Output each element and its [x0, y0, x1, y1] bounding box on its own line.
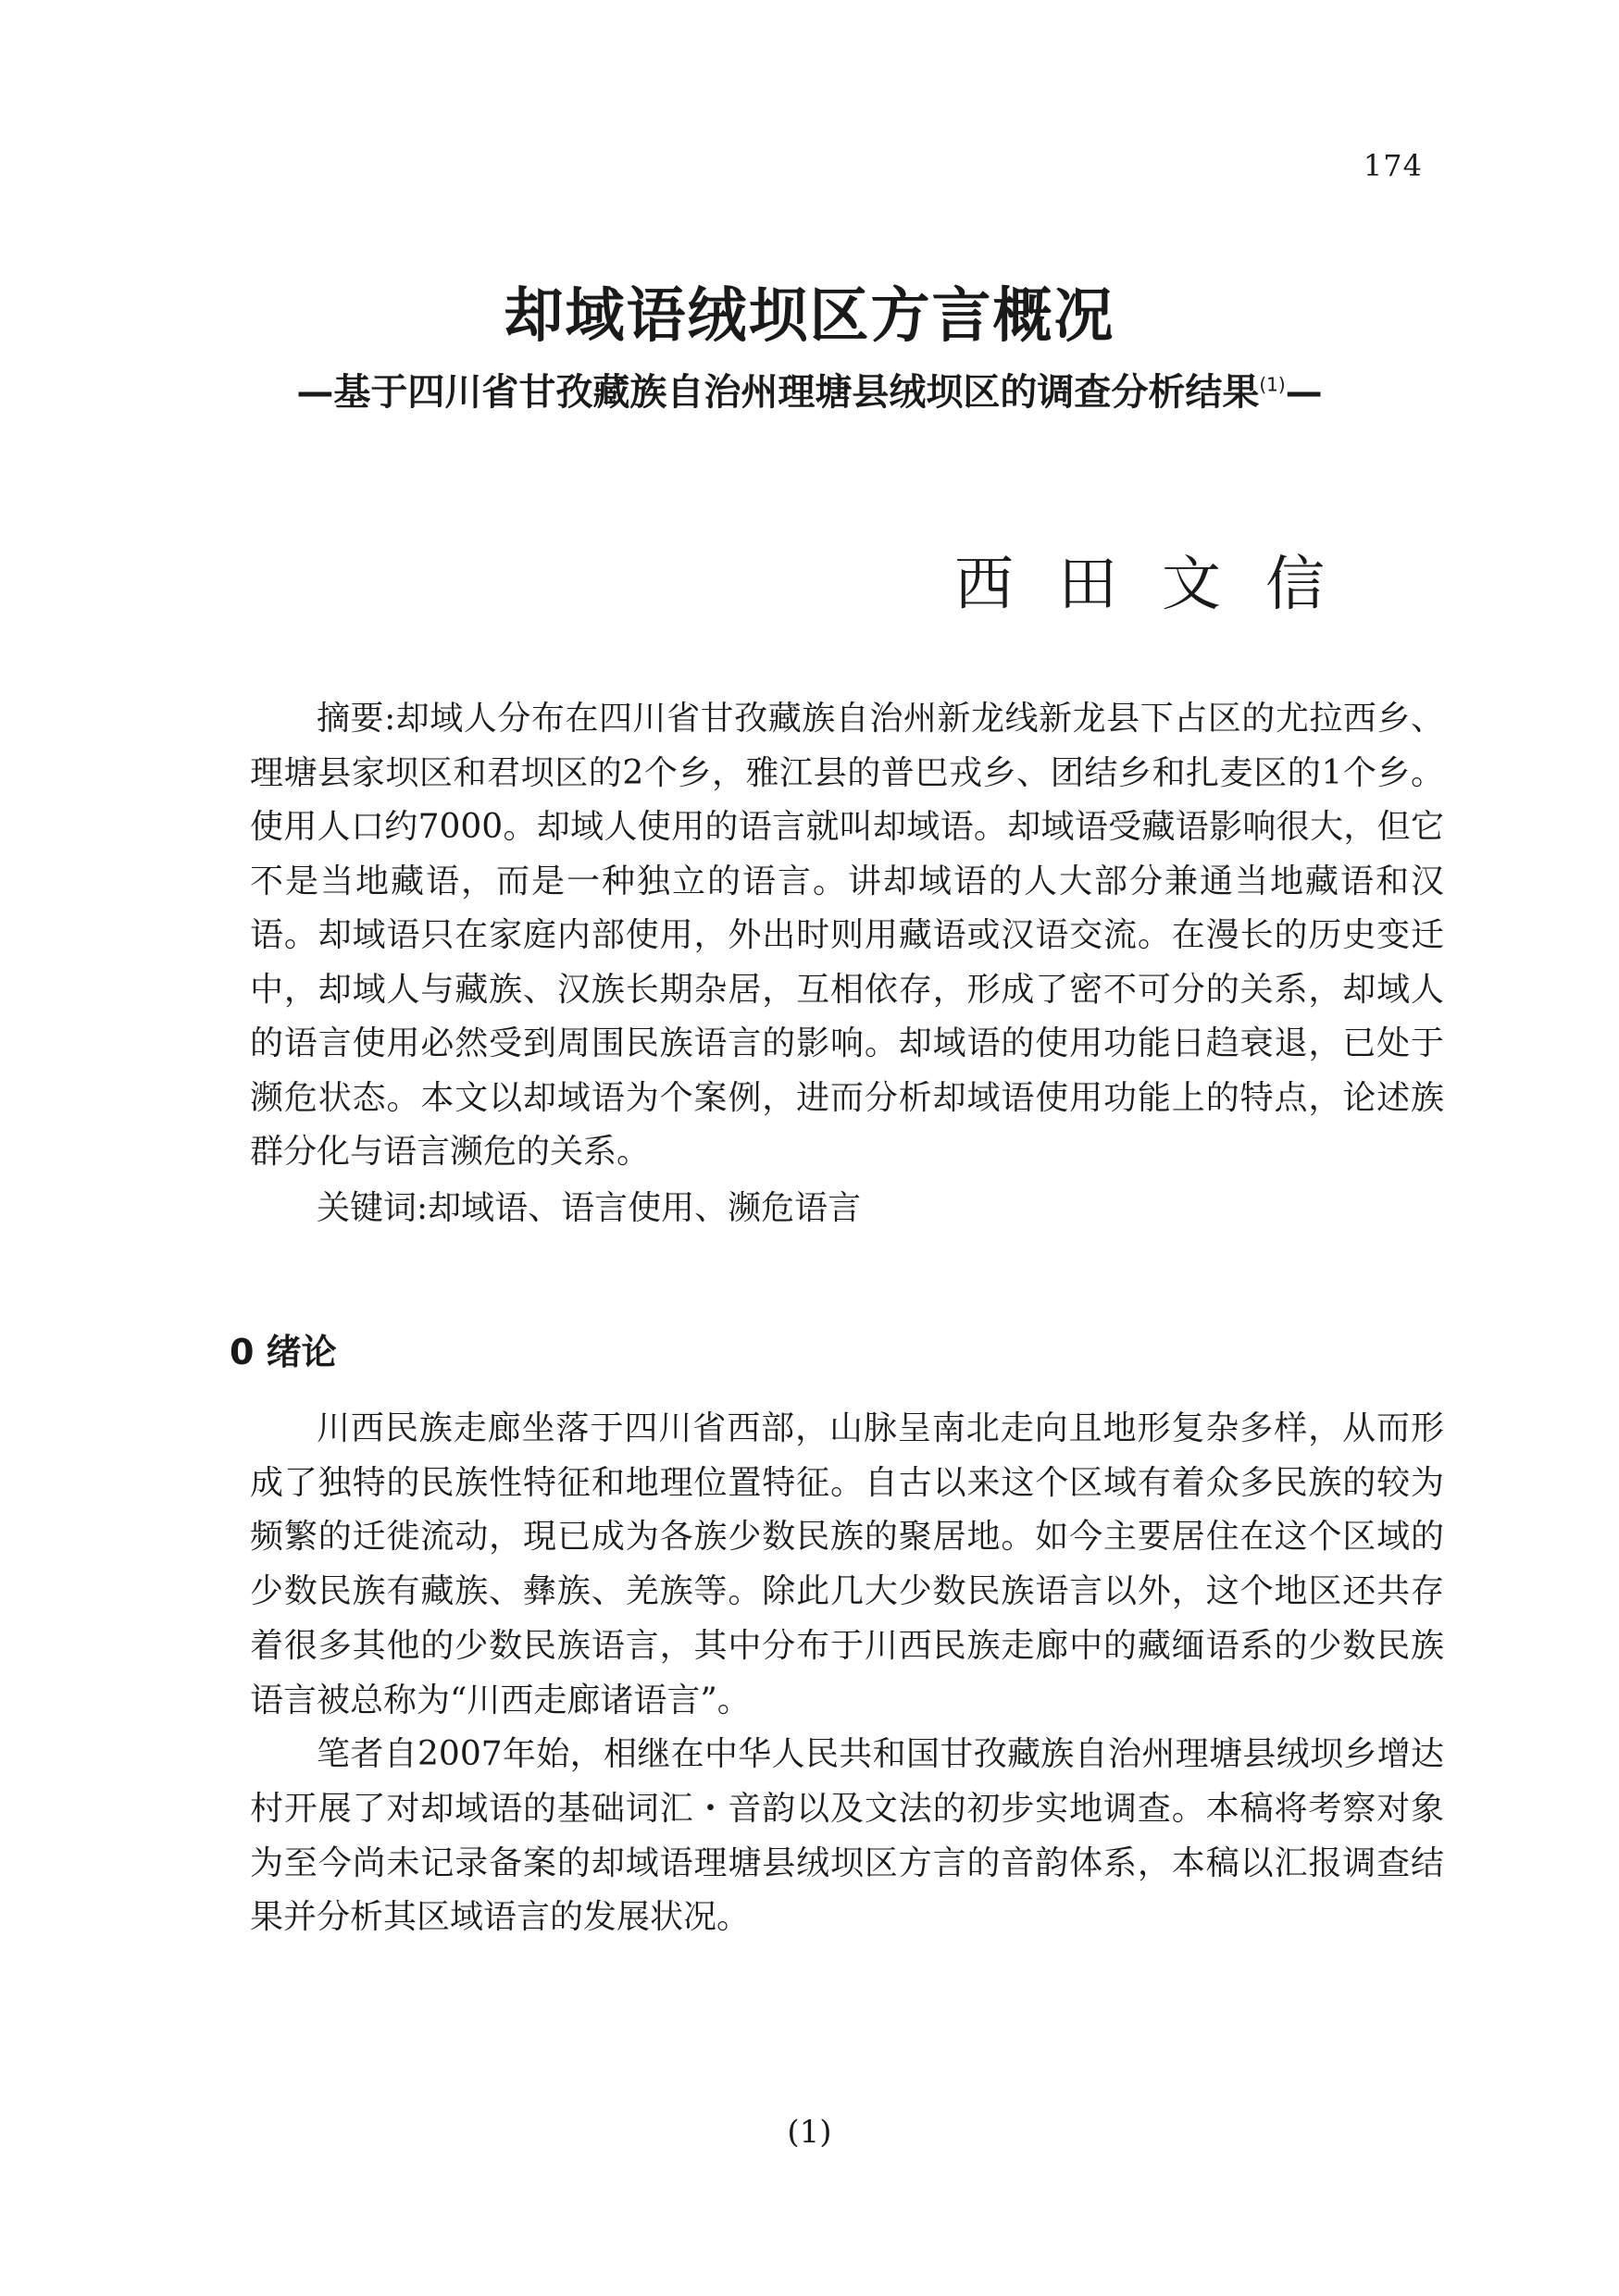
header-page-number: 174 [1363, 148, 1423, 183]
paper-subtitle [0, 363, 1619, 416]
abstract-label: 摘要: [317, 700, 396, 738]
body-paragraph: 川西民族走廊坐落于四川省西部，山脉呈南北走向且地形复杂多样，从而形成了独特的民族性特征和地理位置特征。自古以来这个区域有着众多民族的较为频繁的迁徙流动，現已成为各族少数民族的聚居地。如今主要居住在这个区域的少数民族有藏族、彝族、羌族等。除此几大少数民族语言以外，这个地区还共存着很多其他的少数民族语言，其中分布于川西民族走廊中的藏缅语系的少数民族语言被总称为“川西走廊诸语言”。 [250, 1409, 1444, 1719]
section-heading: 0 绪论 [230, 1332, 337, 1372]
keywords-label: 关键词: [317, 1188, 429, 1227]
footer-page-number: (1) [787, 2114, 832, 2151]
author-name: 西田文信 [954, 551, 1369, 619]
paper-title: 却域语绒坝区方言概况 [504, 282, 1115, 351]
body-paragraph: 笔者自2007年始，相继在中华人民共和国甘孜藏族自治州理塘县绒坝乡增达村开展了对却域语的基础词汇・音韵以及文法的初步实地调查。本稿将考察对象为至今尚未记录备案的却域语理塘县绒坝区方言的音韵体系，本稿以汇报调查结果并分析其区域语言的发展状况。 [250, 1735, 1444, 1937]
section-body [250, 1402, 1444, 1945]
footnote-mark: (1) [1259, 373, 1286, 396]
abstract-text: 却域人分布在四川省甘孜藏族自治州新龙线新龙县下占区的尤拉西乡、理塘县家坝区和君坝区的2个乡，雅江县的普巴戎乡、团结乡和扎麦区的1个乡。使用人口约7000。却域人使用的语言就叫却域语。却域语受藏语影响很大，但它不是当地藏语，而是一种独立的语言。讲却域语的人大部分兼通当地藏语和汉语。却域语只在家庭内部使用，外出时则用藏语或汉语交流。在漫长的历史变迁中，却域人与藏族、汉族长期杂居，互相依存，形成了密不可分的关系，却域人的语言使用必然受到周围民族语言的影响。却域语的使用功能日趋衰退，已处于濒危状态。本文以却域语为个案例，进而分析却域语使用功能上的特点，论述族群分化与语言濒危的关系。 [250, 700, 1444, 1171]
keywords-text: 却域语、语言使用、濒危语言 [428, 1188, 862, 1227]
subtitle-text: —基于四川省甘孜藏族自治州理塘县绒坝区的调查分析结果 [296, 371, 1260, 414]
abstract-paragraph [250, 692, 1444, 1180]
keywords [250, 1182, 1444, 1236]
subtitle-tail: — [1285, 371, 1323, 414]
abstract [250, 692, 1444, 1235]
